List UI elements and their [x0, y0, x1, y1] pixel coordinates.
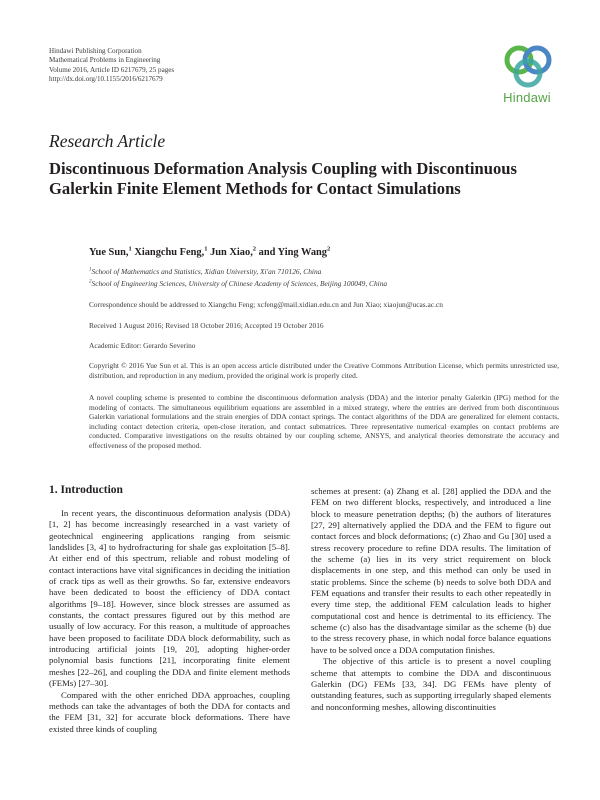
dates-line: Received 1 August 2016; Revised 18 October 2016; Accepted 19 October 2016 [89, 321, 324, 330]
affiliation: $^1$School of Mathematics and Statistics, Xidian University, Xi'an 710126, China [89, 267, 322, 276]
journal-name: Mathematical Problems in Engineering [49, 56, 161, 65]
copyright-notice: Copyright © 2016 Yue Sun et al. This is an open access article distributed under the Creative Commons Attribution License, which permits unrestricted use, distribution, and reproduction in any medium, provided the original work is properly cited. [89, 361, 559, 380]
left-column [49, 508, 290, 735]
paragraph: Compared with the other enriched DDA approaches, coupling methods can take the advantages of both the DDA for contacts and the FEM [31, 32] for accurate block deformations. There have existed three kinds of coupling [49, 689, 290, 734]
paragraph: In recent years, the discontinuous deformation analysis (DDA) [1, 2] has become increasingly researched in a vast variety of geotechnical engineering applications ranging from seismic landslides [3, 4] to hydrofracturing for shale gas exploitation [5–8]. At either end of this spectrum, reliable and robust modeling of contact interactions have vital significances in deciding the initiation of crack tips as well as their growths. So far, extensive endeavors have been dedicated to boost the efficiency of DDA contact algorithms [9–18]. However, since block stresses are assumed as constants, the contact pressures figured out by this method are usually of low accuracy. For this reason, a multitude of approaches have been proposed to facilitate DDA block deformability, such as introducing artificial joints [19, 20], adopting higher-order polynomial basis functions [21], incorporating finite element meshes [22–26], and coupling the DDA and finite element methods (FEMs) [27–30]. [49, 508, 290, 689]
hindawi-wordmark: Hindawi [503, 90, 551, 105]
author-name: and Ying Wang [258, 247, 327, 258]
author-name: Yue Sun, [89, 247, 129, 258]
section-heading: 1. Introduction [49, 484, 123, 496]
author-aff-mark: 1 [204, 245, 208, 253]
publisher-line: Hindawi Publishing Corporation [49, 47, 142, 55]
article-type: Research Article [49, 131, 166, 151]
affiliation: $^2$School of Engineering Sciences, University of Chinese Academy of Sciences, Beijing 100049, China [89, 279, 388, 288]
paragraph: The objective of this article is to present a novel coupling scheme that attempts to combine the DDA and discontinuous Galerkin (DG) FEMs [33, 34]. DG FEMs have plenty of outstanding features, such as supporting irregularly shaped elements and nonconforming meshes, allowing discontinuities [311, 656, 551, 712]
correspondence-line: Correspondence should be addressed to Xiangchu Feng; xcfeng@mail.xidian.edu.cn and Jun Xiao; xiaojun@ucas.ac.cn [89, 300, 443, 309]
author-aff-mark: 2 [252, 245, 257, 253]
paper-title: Discontinuous Deformation Analysis Coupling with Discontinuous Galerkin Finite Element Methods for Contact Simulations [49, 159, 517, 198]
author-list [89, 247, 330, 258]
abstract: A novel coupling scheme is presented to combine the discontinuous deformation analysis (DDA) and the interior penalty Galerkin (IPG) method for the modeling of contacts. The simultaneous equilibrium equations are assembled in a mixed strategy, where the entries are derived from both discontinuous Galerkin variational formulations and the strain energies of DDA contact springs. The contact algorithms of the DDA are generalized for element contacts, including contact detection criteria, open-close iteration, and contact submatrices. Three representative numerical examples on contact problems are conducted. Comparative investigations on the results obtained by our coupling scheme, ANSYS, and analytical theories demonstrate the accuracy and effectiveness of the proposed method. [89, 393, 559, 450]
author-name: Jun Xiao, [210, 247, 253, 258]
editor-line: Academic Editor: Gerardo Severino [89, 341, 196, 350]
author-aff-mark: 1 [128, 245, 132, 253]
author-aff-mark: 2 [327, 245, 331, 253]
journal-info [49, 47, 409, 85]
right-column [311, 486, 551, 713]
doi-link[interactable]: http://dx.doi.org/10.1155/2016/6217679 [49, 75, 163, 84]
volume-line: Volume 2016, Article ID 6217679, 25 pages [49, 65, 175, 74]
author-name: Xiangchu Feng, [134, 247, 205, 258]
paragraph: schemes at present: (a) Zhang et al. [28] applied the DDA and the FEM on two different blocks, respectively, and introduced a line block to measure penetration depths; (b) the authors of literatures [27, 29] alternatively applied the DDA and the FEM to figure out contact forces and block deformations; (c) Zhao and Gu [30] used a stress recovery procedure to refine DDA results. The limitation of the scheme (a) lies in its very strict requirement on block displacements in one step, and this method can only be used in static problems. Since the scheme (b) needs to solve both DDA and FEM equations and transfer their results to each other repeatedly in every time step, the additional FEM calculation leads to higher computational cost and hence is detrimental to its efficiency. The scheme (c) also has the disadvantage similar as the scheme (b) due to the stress recovery phase, in which nodal force balance equations have to be solved once a DDA computation finishes. [311, 486, 551, 655]
